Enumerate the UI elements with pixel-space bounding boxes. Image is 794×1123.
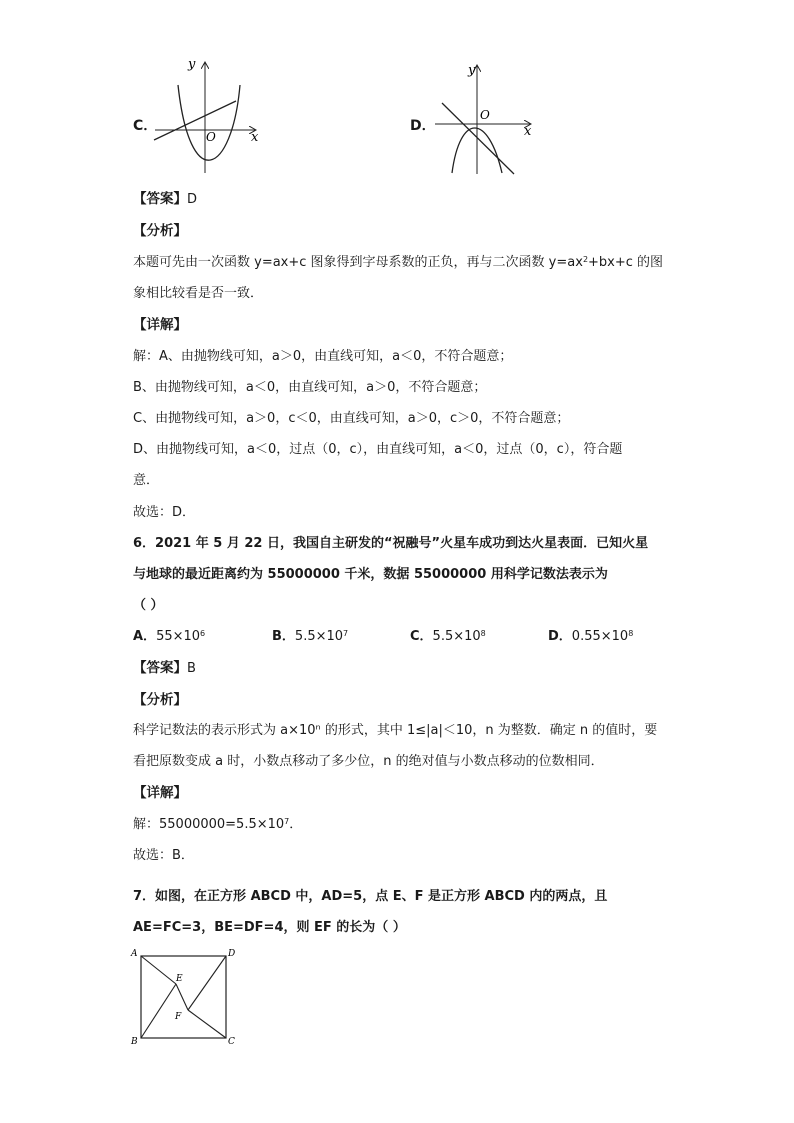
straight-line	[442, 103, 514, 174]
segment-cf	[188, 1010, 226, 1038]
option-a: A．$55\times 10^6$	[133, 629, 206, 644]
analysis-line: 科学记数法的表示形式为 a×10ⁿ 的形式，其中 1≤|a|＜10，n 为整数．确定 n 的值时，要	[133, 723, 658, 738]
vertex-d-label: D	[228, 949, 236, 959]
x-label: x	[251, 130, 259, 145]
detail-tag: 【详解】	[133, 785, 187, 801]
detail-line: 意．	[133, 473, 160, 488]
segment-ae	[141, 956, 176, 984]
square-abcd	[141, 956, 226, 1038]
detail-line: 解：A、由抛物线可知，a＞0，由直线可知，a＜0，不符合题意；	[133, 349, 513, 364]
analysis-line: 象相比较看是否一致．	[133, 286, 264, 301]
analysis-line: 看把原数变成 a 时，小数点移动了多少位，n 的绝对值与小数点移动的位数相同．	[133, 754, 604, 769]
analysis-tag: 【分析】	[133, 692, 187, 708]
segment-ef	[176, 984, 188, 1010]
origin-label: O	[480, 108, 490, 122]
analysis-tag: 【分析】	[133, 223, 187, 239]
question-stem: 与地球的最近距离约为 55000000 千米，数据 55000000 用科学记数法表示为	[133, 567, 608, 582]
segment-be	[141, 984, 176, 1038]
answer-row: 【答案】B	[133, 660, 196, 676]
answer-paren: （ ）	[133, 598, 164, 613]
option-d: D．$0.55\times 10^8$	[548, 629, 634, 644]
straight-line	[154, 101, 236, 140]
detail-line: C、由抛物线可知，a＞0，c＜0，由直线可知，a＞0，c＞0，不符合题意；	[133, 411, 570, 426]
option-d-label: D．	[410, 118, 436, 134]
choose-line: 故选：D．	[133, 505, 196, 520]
option-c: C．$5.5\times 10^8$	[410, 629, 486, 644]
analysis-line: 本题可先由一次函数 y=ax+c 图象得到字母系数的正负，再与二次函数 $y=ax^2+bx+c$ 的图	[133, 255, 664, 270]
detail-tag: 【详解】	[133, 317, 187, 333]
detail-line: B、由抛物线可知，a＜0，由直线可知，a＞0，不符合题意；	[133, 380, 487, 395]
graph-c	[150, 55, 270, 180]
y-label: y	[188, 57, 196, 72]
vertex-b-label: B	[131, 1037, 138, 1047]
answer-row: 【答案】D	[133, 191, 198, 207]
option-c-label: C．	[133, 118, 158, 134]
question-stem: 6．2021 年 5 月 22 日，我国自主研发的“祝融号”火星车成功到达火星表面．已知火星	[133, 536, 649, 551]
segment-df	[188, 956, 226, 1010]
y-label: y	[468, 63, 476, 78]
graph-d	[430, 58, 545, 183]
question-stem: 7．如图，在正方形 ABCD 中，AD=5，点 E、F 是正方形 ABCD 内的两点，且	[133, 889, 608, 904]
point-f-label: F	[175, 1012, 182, 1022]
x-label: x	[524, 124, 532, 139]
origin-label: O	[206, 130, 216, 144]
square-figure	[128, 944, 238, 1049]
point-e-label: E	[176, 974, 183, 984]
vertex-c-label: C	[228, 1037, 235, 1047]
question-stem: AE=FC=3，BE=DF=4，则 EF 的长为（ ）	[133, 920, 406, 935]
option-b: B．$5.5\times 10^7$	[272, 629, 349, 644]
parabola	[178, 85, 240, 160]
choose-line: 故选：B．	[133, 848, 194, 863]
detail-line: 解：$55000000=5.5\times 10^7$．	[133, 817, 303, 832]
vertex-a-label: A	[131, 949, 138, 959]
detail-line: D、由抛物线可知，a＜0，过点（0，c），由直线可知，a＜0，过点（0，c），符合题	[133, 442, 623, 457]
